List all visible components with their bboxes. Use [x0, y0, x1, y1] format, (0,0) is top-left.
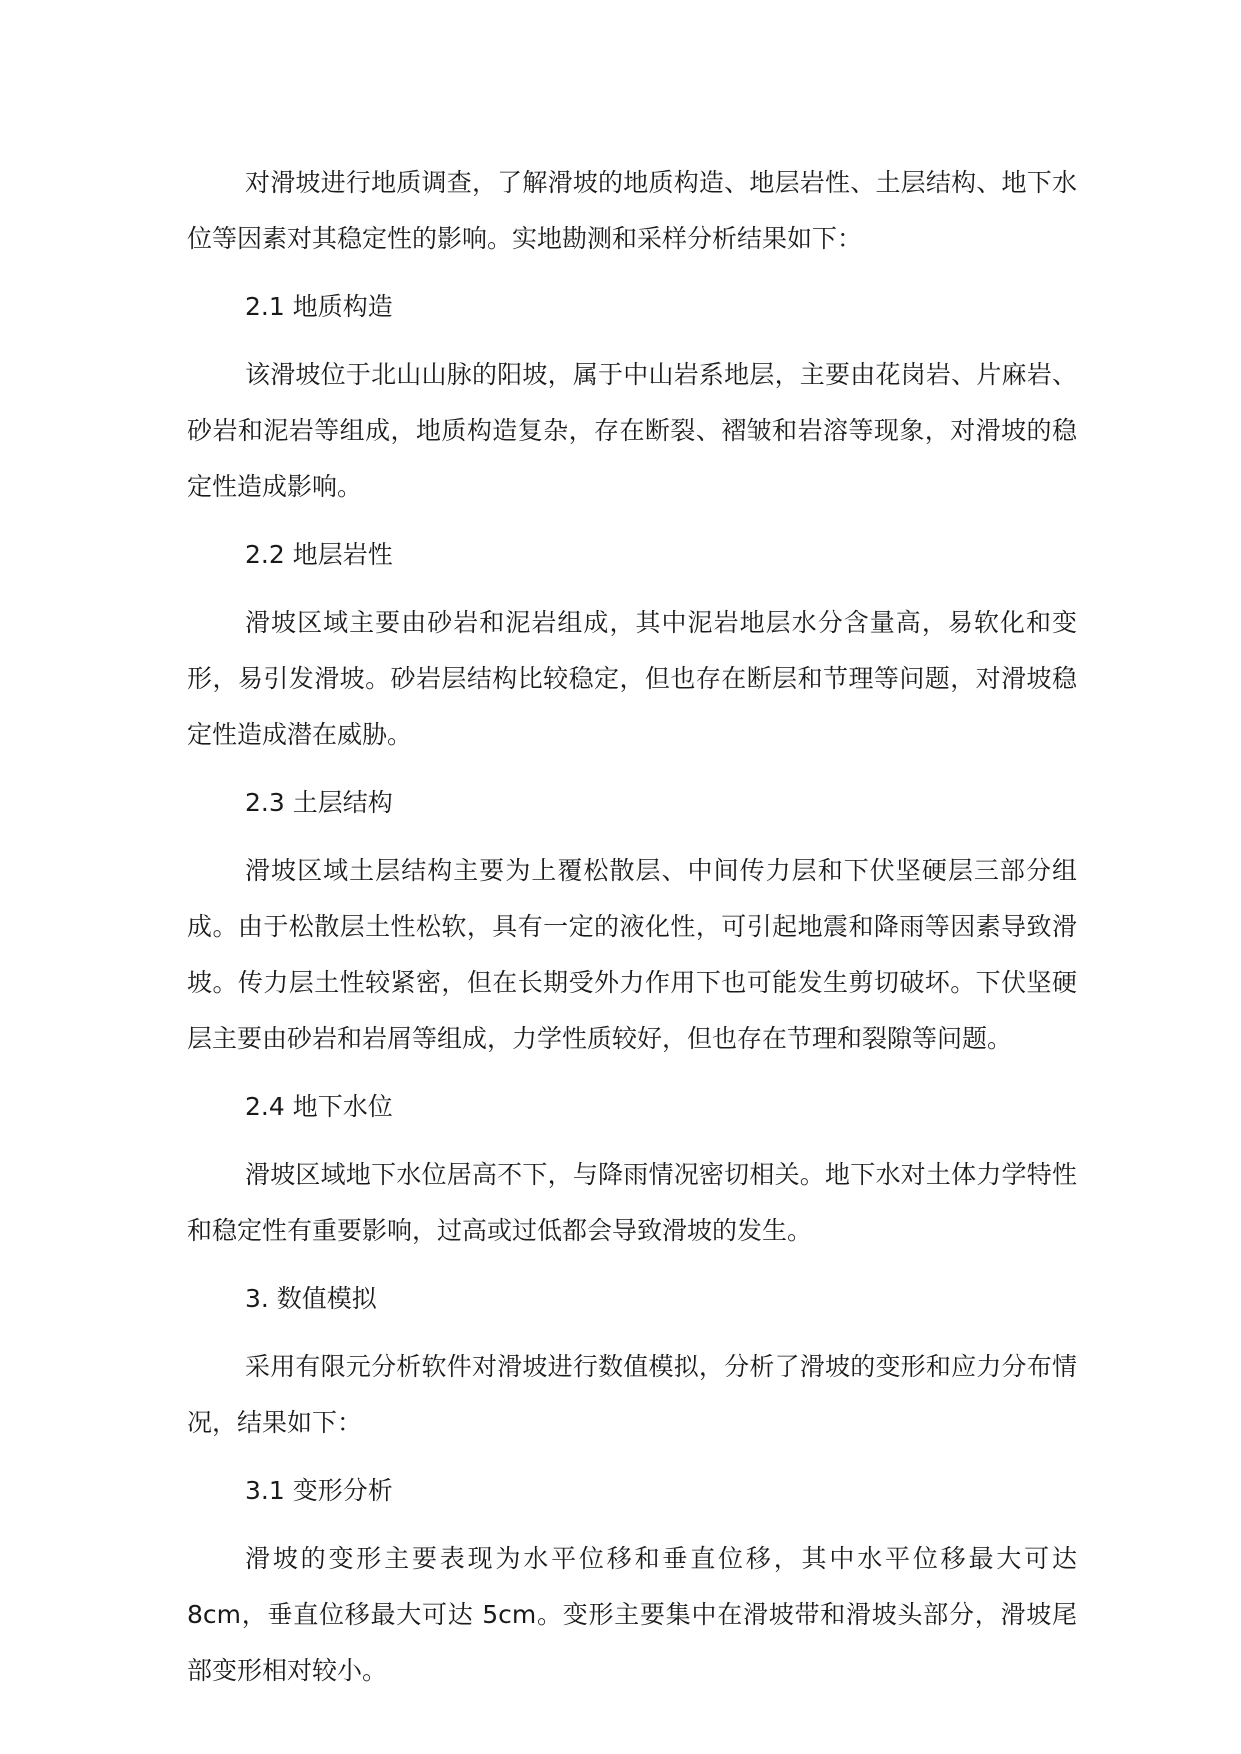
- section-heading-2-1: 2.1 地质构造: [245, 292, 393, 321]
- document-body: [187, 155, 1077, 1699]
- paragraph-soil-structure: 滑坡区域土层结构主要为上覆松散层、中间传力层和下伏坚硬层三部分组成。由于松散层土性松软，具有一定的液化性，可引起地震和降雨等因素导致滑坡。传力层土性较紧密，但在长期受外力作用下也可能发生剪切破坏。下伏坚硬层主要由砂岩和岩屑等组成，力学性质较好，但也存在节理和裂隙等问题。: [187, 856, 1077, 1053]
- section-heading-2-4: 2.4 地下水位: [245, 1092, 393, 1121]
- paragraph-stratum-lithology: 滑坡区域主要由砂岩和泥岩组成，其中泥岩地层水分含量高，易软化和变形，易引发滑坡。砂岩层结构比较稳定，但也存在断层和节理等问题，对滑坡稳定性造成潜在威胁。: [187, 608, 1077, 749]
- section-heading-3: 3. 数值模拟: [245, 1284, 377, 1313]
- paragraph-groundwater-level: 滑坡区域地下水位居高不下，与降雨情况密切相关。地下水对土体力学特性和稳定性有重要影响，过高或过低都会导致滑坡的发生。: [187, 1160, 1077, 1245]
- paragraph-deformation-analysis: 滑坡的变形主要表现为水平位移和垂直位移，其中水平位移最大可达 8cm，垂直位移最大可达 5cm。变形主要集中在滑坡带和滑坡头部分，滑坡尾部变形相对较小。: [187, 1544, 1077, 1685]
- section-heading-2-2: 2.2 地层岩性: [245, 540, 393, 569]
- paragraph-numerical-simulation: 采用有限元分析软件对滑坡进行数值模拟，分析了滑坡的变形和应力分布情况，结果如下：: [187, 1352, 1077, 1437]
- section-heading-3-1: 3.1 变形分析: [245, 1476, 393, 1505]
- section-heading-2-3: 2.3 土层结构: [245, 788, 393, 817]
- paragraph-geologic-structure: 该滑坡位于北山山脉的阳坡，属于中山岩系地层，主要由花岗岩、片麻岩、砂岩和泥岩等组成，地质构造复杂，存在断裂、褶皱和岩溶等现象，对滑坡的稳定性造成影响。: [187, 360, 1077, 501]
- paragraph-investigation-intro: 对滑坡进行地质调查，了解滑坡的地质构造、地层岩性、土层结构、地下水位等因素对其稳定性的影响。实地勘测和采样分析结果如下：: [187, 168, 1077, 253]
